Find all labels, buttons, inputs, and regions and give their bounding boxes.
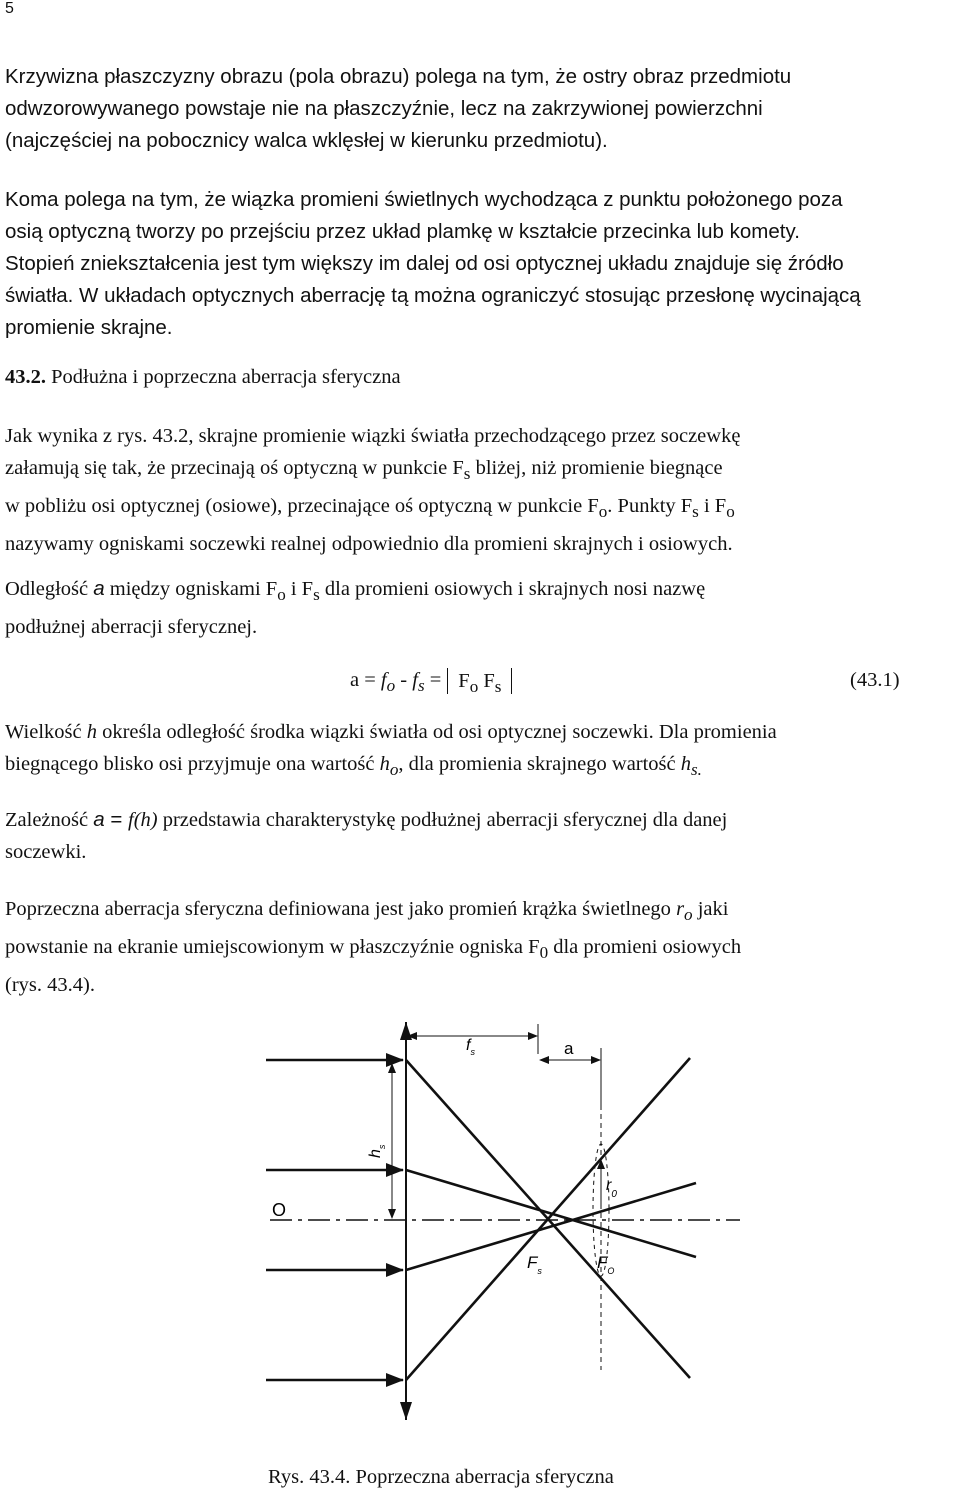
text-run: biegnącego blisko osi przyjmuje ona wartość xyxy=(5,753,380,775)
paragraph-coma xyxy=(5,184,955,344)
label-hs: $h_s$ xyxy=(367,1144,387,1158)
formula-subscript: o xyxy=(469,677,479,697)
subscript: o xyxy=(598,502,608,522)
symbol-a: a xyxy=(93,808,105,831)
paragraph-longitudinal xyxy=(5,420,957,560)
formula-part: = xyxy=(424,669,442,691)
text-run: i F xyxy=(285,578,314,600)
subscript: 0 xyxy=(539,943,549,963)
text-run: załamują się tak, że przecinają oś optyczną w punkcie F xyxy=(5,457,464,479)
text-line xyxy=(5,893,957,931)
subscript: s xyxy=(463,464,471,484)
subscript: s xyxy=(313,585,320,605)
subscript: o xyxy=(277,585,286,605)
symbol-r: r xyxy=(676,898,685,920)
text-line xyxy=(5,452,957,490)
text-line: Stopień zniekształcenia jest tym większy im dalej od osi optycznej układu znajduje się źródło xyxy=(5,252,844,275)
subscript: o xyxy=(726,502,735,522)
formula-part: - xyxy=(395,669,413,691)
paragraph-curvature xyxy=(5,61,955,157)
absolute-value xyxy=(447,668,512,697)
formula-subscript: s xyxy=(417,676,425,696)
text-line xyxy=(5,931,957,969)
subscript: o xyxy=(684,905,693,925)
lens-arrow xyxy=(400,1022,412,1420)
formula-part: F xyxy=(478,670,495,693)
text-run: określa odległość środka wiązki światła od osi optycznej soczewki. Dla promienia xyxy=(96,721,777,743)
formula-subscript: s xyxy=(494,677,502,697)
formula-part: a = xyxy=(350,669,381,691)
text-line xyxy=(5,748,957,786)
focal-plane-dashed xyxy=(593,1105,609,1370)
formula-part: F xyxy=(458,670,470,693)
label-Fo: $F_O$ xyxy=(597,1253,615,1276)
text-line: Koma polega na tym, że wiązka promieni świetlnych wychodząca z punktu położonego poza xyxy=(5,188,843,211)
label-ro: $r_0$ xyxy=(606,1177,617,1200)
text-line: (rys. 43.4). xyxy=(5,974,95,997)
subscript: o xyxy=(389,760,399,780)
text-run: i F xyxy=(698,495,727,518)
equation-number: (43.1) xyxy=(850,669,900,691)
paragraph-transverse xyxy=(5,893,957,1001)
subscript: s. xyxy=(691,760,702,780)
text-run: Zależność xyxy=(5,809,94,831)
text-line: Jak wynika z rys. 43.2, skrajne promienie wiązki światła przechodzącego przez soczewkę xyxy=(5,425,741,447)
text-run: Wielkość xyxy=(5,721,87,743)
text-line: soczewki. xyxy=(5,841,87,863)
text-run: . Punkty F xyxy=(607,495,693,518)
paragraph-h xyxy=(5,716,957,786)
text-line: odwzorowywanego powstaje nie na płaszczyźnie, lecz na zakrzywionej powierzchni xyxy=(5,97,763,120)
symbol-h: h xyxy=(680,753,692,775)
section-heading xyxy=(5,361,957,393)
text-line: nazywamy ogniskami soczewki realnej odpowiednio dla promieni skrajnych i osiowych. xyxy=(5,533,733,556)
section-number: 43.2. xyxy=(5,366,46,388)
text-run: bliżej, niż promienie biegnące xyxy=(470,457,723,479)
symbol-a: a xyxy=(93,577,105,600)
text-run: powstanie na ekranie umiejscowionym w płaszczyźnie ogniska F xyxy=(5,936,540,959)
function-fh: f(h) xyxy=(128,809,158,831)
figure-spherical-aberration xyxy=(0,1010,960,1460)
paragraph-distance xyxy=(5,573,957,643)
section-title: Podłużna i poprzeczna aberracja sferyczna xyxy=(46,366,401,388)
symbol-h: h xyxy=(86,721,97,743)
text-line xyxy=(5,716,957,748)
text-line xyxy=(5,573,957,611)
text-line: Krzywizna płaszczyzny obrazu (pola obrazu) polega na tym, że ostry obraz przedmiotu xyxy=(5,65,792,88)
formula-subscript: o xyxy=(386,676,396,696)
label-Fs: $F_s$ xyxy=(527,1253,542,1276)
text-line: światła. W układach optycznych aberrację tą można ograniczyć stosując przesłonę wycinającą xyxy=(5,284,861,307)
formula-part: f xyxy=(412,669,418,691)
subscript: s xyxy=(692,502,699,522)
text-line: osią optyczną tworzy po przejściu przez układ plamkę w kształcie przecinka lub komety. xyxy=(5,220,800,243)
text-line: podłużnej aberracji sferycznej. xyxy=(5,616,258,639)
page-number: 5 xyxy=(5,0,14,17)
text-run: = xyxy=(104,808,128,831)
label-a: a xyxy=(564,1039,574,1058)
symbol-h: h xyxy=(379,753,390,775)
text-run: dla promieni osiowych xyxy=(548,936,742,959)
paragraph-dependence xyxy=(5,804,957,868)
text-run: między ogniskami F xyxy=(104,578,278,600)
text-line: (najczęściej na pobocznicy walca wklęsłej w kierunku przedmiotu). xyxy=(5,129,608,152)
text-run: Poprzeczna aberracja sferyczna definiowana jest jako promień krążka świetlnego xyxy=(5,898,677,920)
text-line: promienie skrajne. xyxy=(5,316,173,339)
text-run: jaki xyxy=(692,898,729,920)
formula-part: f xyxy=(380,669,387,691)
text-run: dla promieni osiowych i skrajnych nosi nazwę xyxy=(319,578,706,600)
equation-43-1 xyxy=(350,664,512,702)
text-run: , dla promienia skrajnego wartość xyxy=(398,753,681,775)
figure-caption: Rys. 43.4. Poprzeczna aberracja sferyczna xyxy=(268,1466,614,1488)
label-object-O: O xyxy=(272,1200,287,1220)
text-line xyxy=(5,490,957,528)
marginal-rays xyxy=(266,1058,690,1380)
text-run: Odległość xyxy=(5,578,94,600)
label-fs: $f_s$ xyxy=(466,1037,475,1057)
text-run: przedstawia charakterystykę podłużnej aberracji sferycznej dla danej xyxy=(157,809,728,831)
text-run: w pobliżu osi optycznej (osiowe), przecinające oś optyczną w punkcie F xyxy=(5,495,599,518)
text-line xyxy=(5,804,957,836)
